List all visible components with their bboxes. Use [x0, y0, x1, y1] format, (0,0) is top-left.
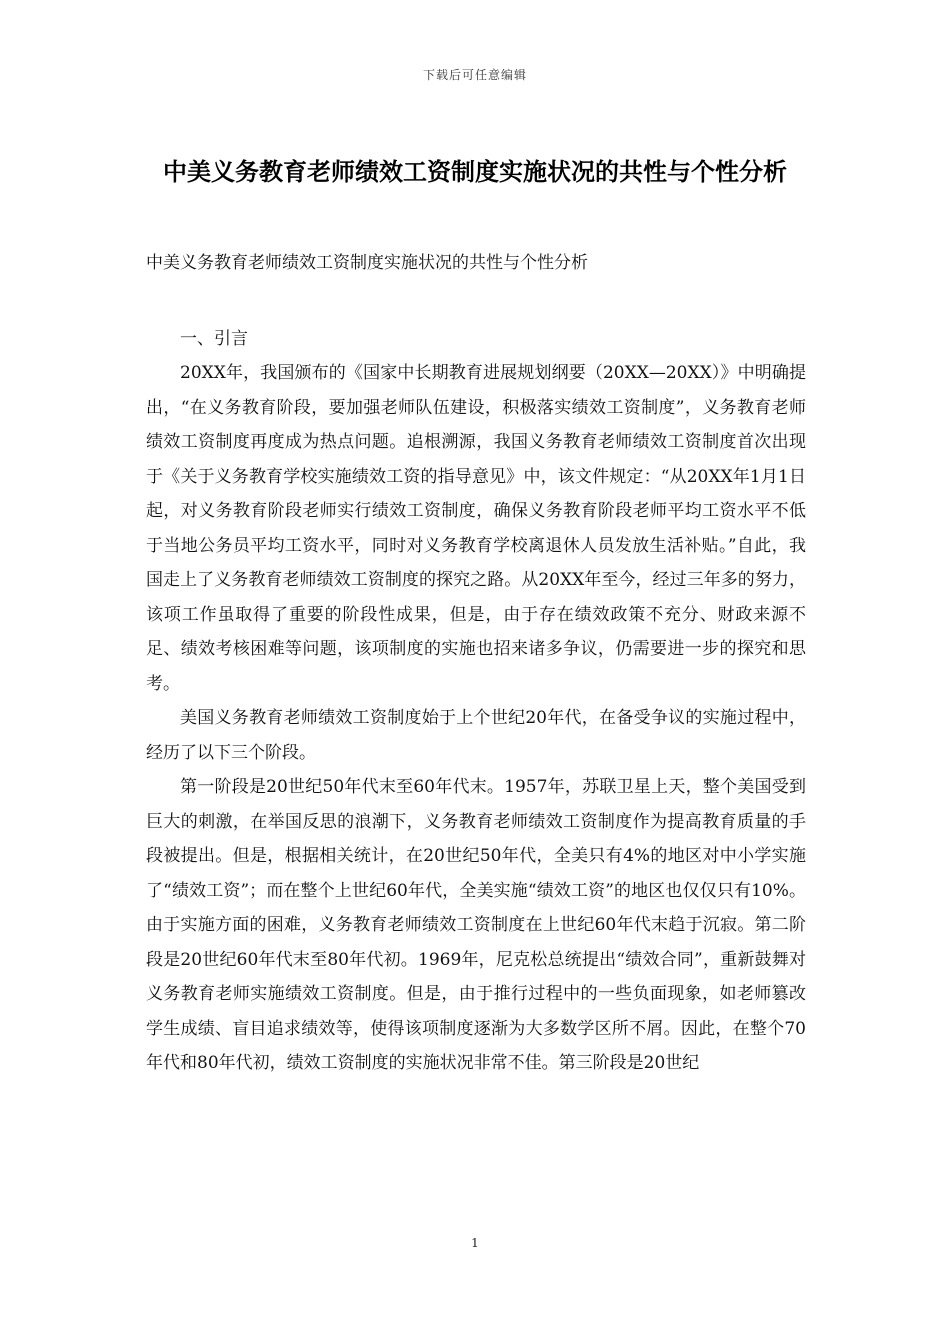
spacer: [146, 281, 806, 322]
document-body: [146, 246, 806, 1081]
page-number: 1: [471, 1236, 479, 1250]
section-heading: 一、引言: [180, 328, 248, 349]
paragraph-stages: 第一阶段是20世纪50年代末至60年代末。1957年，苏联卫星上天，整个美国受到巨大的刺激，在举国反思的浪潮下，义务教育老师绩效工资制度作为提高教育质量的手段被提出。但是，根据相关统计，在20世纪50年代，全美只有4%的地区对中小学实施了“绩效工资”；而在整个上世纪60年代，全美实施“绩效工资”的地区也仅仅只有10%。由于实施方面的困难，义务教育老师绩效工资制度在上世纪60年代末趋于沉寂。第二阶段是20世纪60年代末至80年代初。1969年，尼克松总统提出“绩效合同”，重新鼓舞对义务教育老师实施绩效工资制度。但是，由于推行过程中的一些负面现象，如老师篡改学生成绩、盲目追求绩效等，使得该项制度逐渐为大多数学区所不屑。因此，在整个70年代和80年代初，绩效工资制度的实施状况非常不佳。第三阶段是20世纪: [146, 777, 806, 1073]
paragraph-intro: 20XX年，我国颁布的《国家中长期教育进展规划纲要（20XX—20XX）》中明确提出，“在义务教育阶段，要加强老师队伍建设，积极落实绩效工资制度”，义务教育老师绩效工资制度再度成为热点问题。追根溯源，我国义务教育老师绩效工资制度首次出现于《关于义务教育学校实施绩效工资的指导意见》中，该文件规定：“从20XX年1月1日起，对义务教育阶段老师实行绩效工资制度，确保义务教育阶段老师平均工资水平不低于当地公务员平均工资水平，同时对义务教育学校离退休人员发放生活补贴。”自此，我国走上了义务教育老师绩效工资制度的探究之路。从20XX年至今，经过三年多的努力，该项工作虽取得了重要的阶段性成果，但是，由于存在绩效政策不充分、财政来源不足、绩效考核困难等问题，该项制度的实施也招来诸多争议，仍需要进一步的探究和思考。: [146, 363, 806, 694]
paragraph-us-history: 美国义务教育老师绩效工资制度始于上个世纪20年代，在备受争议的实施过程中，经历了以下三个阶段。: [146, 708, 806, 763]
document-subtitle: 中美义务教育老师绩效工资制度实施状况的共性与个性分析: [146, 253, 588, 273]
header-note: 下载后可任意编辑: [422, 68, 527, 82]
document-title: 中美义务教育老师绩效工资制度实施状况的共性与个性分析: [163, 158, 787, 186]
